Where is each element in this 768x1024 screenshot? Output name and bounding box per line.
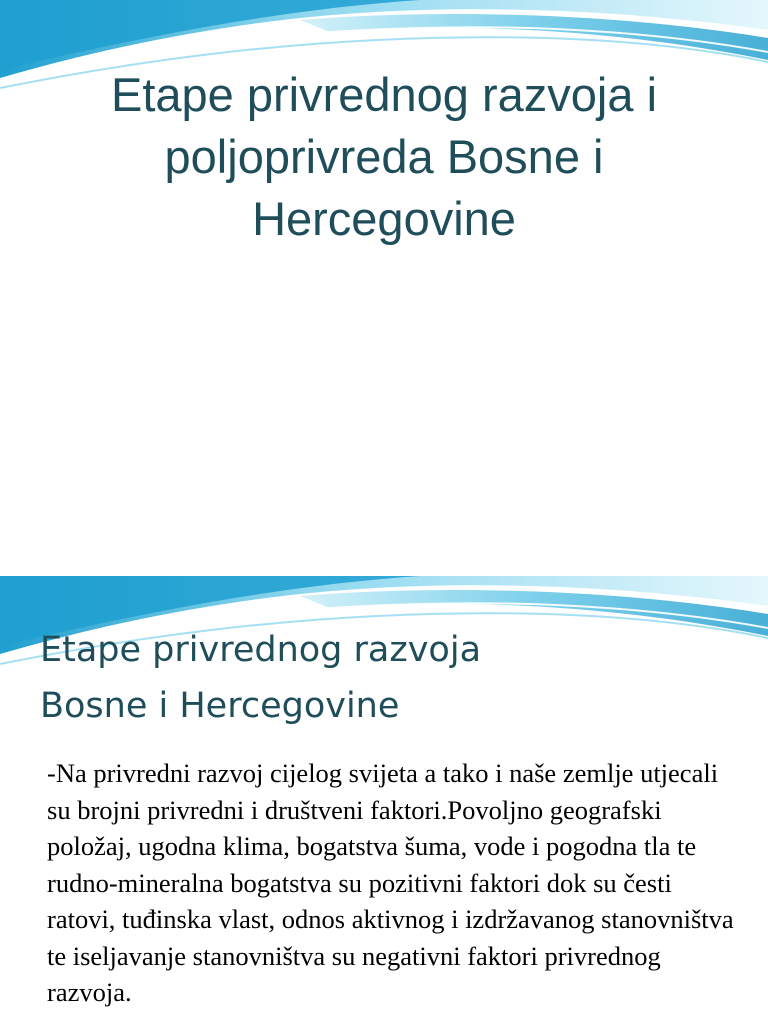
slide-2-title	[40, 622, 740, 734]
slide-2	[0, 576, 768, 1024]
slide-2-title-line-1: Etape privrednog razvoja	[40, 630, 482, 670]
slide-2-title-line-2: Bosne i Hercegovine	[40, 686, 400, 726]
slide-1-title: Etape privrednog razvoja i poljoprivreda Bosne i Hercegovine	[110, 68, 658, 245]
slide-2-body-text: -Na privredni razvoj cijelog svijeta a tako i naše zemlje utjecali su brojni privredni i društveni faktori.Povoljno geografski položaj, ugodna klima, bogatstva šuma, vode i pogodna tla te rudno-mineralna bogatstva su pozitivni faktori dok su česti ratovi, tuđinska vlast, odnos aktivnog i izdržavanog stanovništva te iseljavanje stanovništva su negativni faktori privrednog razvoja.	[47, 758, 734, 1007]
